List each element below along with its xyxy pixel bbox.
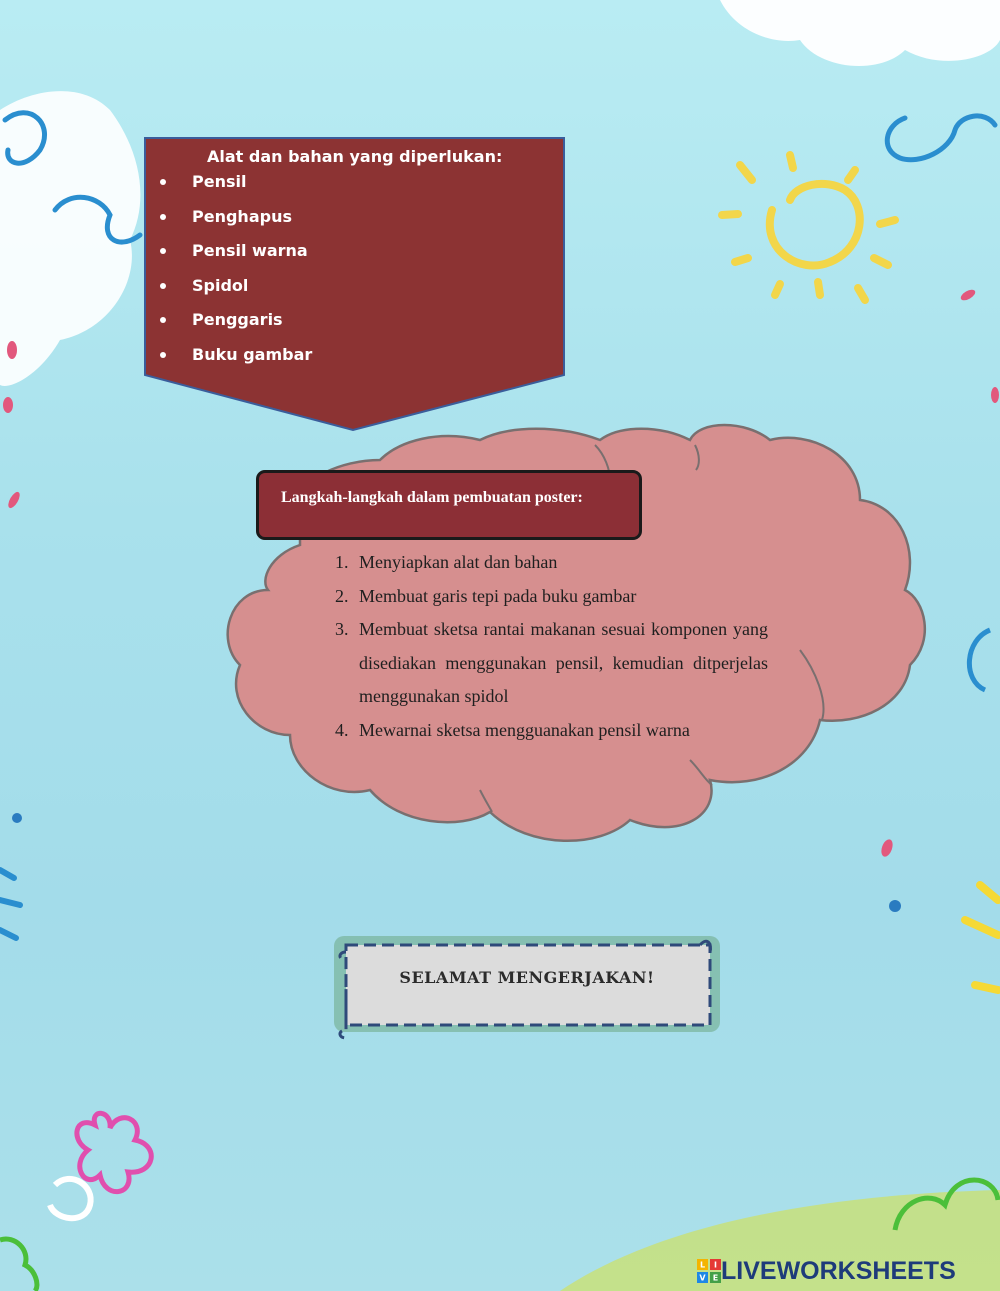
white-swirl-bottom-left [50, 1179, 91, 1218]
list-item: Penghapus [150, 207, 550, 242]
blue-dots [12, 813, 901, 912]
blue-scribble-right [887, 116, 995, 160]
closing-box [342, 942, 712, 1026]
step-number: 2. [335, 585, 349, 606]
list-item: Pensil warna [150, 241, 550, 276]
green-scribble-bottom-left [0, 1239, 37, 1291]
closing-text: SELAMAT MENGERJAKAN! [399, 968, 655, 987]
blue-curl-right [969, 630, 990, 690]
list-item: Pensil [150, 172, 550, 207]
materials-title: Alat dan bahan yang diperlukan: [207, 147, 503, 166]
yellow-strokes-right [965, 885, 998, 990]
step-text: Menyiapkan alat dan bahan [359, 552, 558, 572]
list-item [330, 546, 768, 580]
list-item: Penggaris [150, 310, 550, 345]
steps-heading: Langkah-langkah dalam pembuatan poster: [256, 470, 642, 540]
badge-letter: I [714, 1260, 717, 1270]
badge-letter: V [699, 1273, 706, 1283]
blue-scribble-lower-left [0, 870, 20, 938]
list-item: Spidol [150, 276, 550, 311]
white-cloud-top-right [720, 0, 1000, 66]
list-item [330, 613, 768, 714]
materials-list [150, 172, 550, 380]
step-number: 1. [335, 552, 349, 572]
step-text: Membuat sketsa rantai makanan sesuai komponen yang disediakan menggunakan pensil, kemudian ditperjelas menggunakan spidol [359, 619, 768, 707]
step-text: Membuat garis tepi pada buku gambar [359, 585, 637, 606]
list-item [330, 714, 768, 748]
step-number: 4. [335, 719, 349, 740]
badge-letter: L [699, 1260, 706, 1270]
liveworksheets-wordmark: LIVEWORKSHEETS [721, 1256, 956, 1285]
step-number: 3. [335, 619, 349, 640]
list-item: Buku gambar [150, 345, 550, 380]
steps-list [330, 546, 768, 748]
liveworksheets-badge-icon [697, 1259, 721, 1283]
badge-letter: E [712, 1273, 719, 1283]
list-item [330, 580, 768, 614]
materials-section [150, 143, 550, 380]
liveworksheets-logo[interactable] [697, 1258, 956, 1284]
pink-flower-icon [77, 1113, 151, 1191]
sun-icon [722, 155, 895, 300]
step-text: Mewarnai sketsa mengguanakan pensil warna [359, 719, 690, 740]
white-cloud-left [0, 91, 140, 386]
